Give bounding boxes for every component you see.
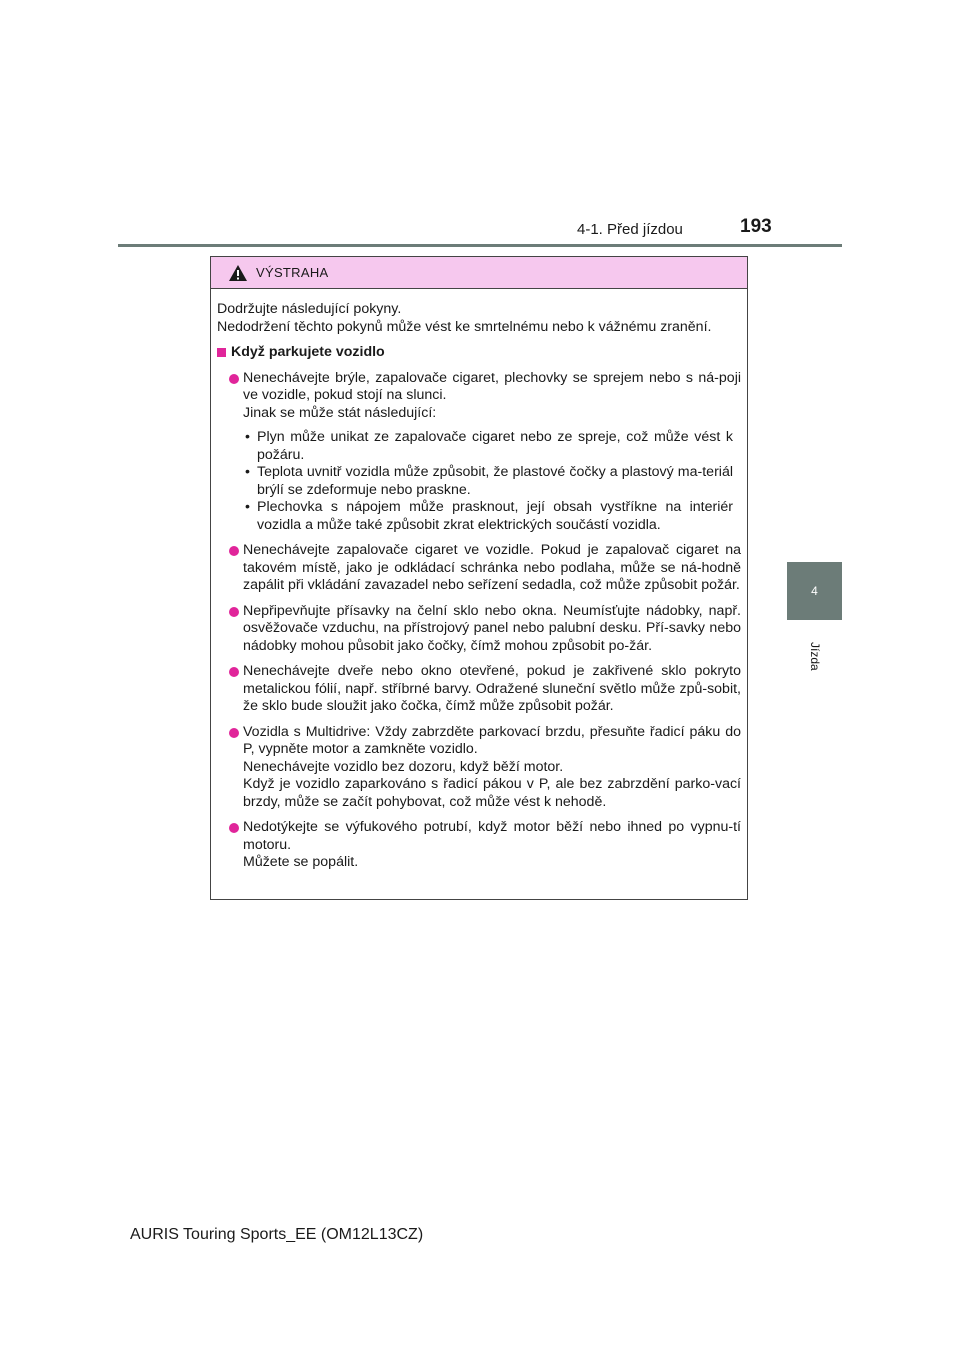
- list-item: [217, 370, 741, 535]
- warning-intro: [217, 301, 741, 336]
- dot-bullet-icon: •: [245, 499, 250, 515]
- sub-item-text: Teplota uvnitř vozidla může způsobit, že plastové čočky a plastový ma-teriál brýlí se zdeformuje nebo praskne.: [257, 464, 733, 498]
- item-text: Nenechávejte brýle, zapalovače cigaret, plechovky se sprejem nebo s ná-poji ve vozidle, pokud stojí na slunci.: [243, 369, 741, 403]
- header-divider: [118, 244, 842, 247]
- sub-item-text: Plechovka s nápojem může prasknout, její obsah vystříkne na interiér vozidla a může také způsobit zkrat elektrických součástí vozidla.: [257, 499, 733, 533]
- circle-bullet-icon: [229, 728, 239, 738]
- intro-line: Nedodržení těchto pokynů může vést ke smrtelnému nebo k vážnému zranění.: [217, 318, 712, 335]
- sub-list: [243, 429, 741, 534]
- sub-item: [243, 429, 741, 464]
- page-number: 193: [740, 216, 772, 237]
- dot-bullet-icon: •: [245, 464, 250, 480]
- header-section-title: 4-1. Před jízdou: [577, 221, 683, 238]
- item-text: Vozidla s Multidrive: Vždy zabrzděte parkovací brzdu, přesuňte řadicí páku do P, vypněte motor a zamkněte vozidlo.: [243, 723, 741, 757]
- square-bullet-icon: [217, 348, 226, 357]
- footer-model-code: AURIS Touring Sports_EE (OM12L13CZ): [130, 1226, 424, 1243]
- circle-bullet-icon: [229, 667, 239, 677]
- warning-title: VÝSTRAHA: [256, 265, 329, 280]
- warning-box: [210, 256, 748, 900]
- circle-bullet-icon: [229, 823, 239, 833]
- sub-item: [243, 464, 741, 499]
- list-item: [217, 819, 741, 872]
- warning-body: [211, 289, 747, 872]
- circle-bullet-icon: [229, 374, 239, 384]
- chapter-number: 4: [811, 584, 818, 598]
- item-text: Nedotýkejte se výfukového potrubí, když motor běží nebo ihned po vypnu-tí motoru.: [243, 819, 741, 853]
- section-heading: [217, 344, 741, 362]
- item-text: Nepřipevňujte přísavky na čelní sklo nebo okna. Neumísťujte nádobky, např. osvěžovače vzduchu, na přístrojový panel nebo palubní desku. Pří-savky nebo nádobky mohou působit jako čočky, čímž mohou způsobit po-žár.: [243, 602, 741, 654]
- chapter-tab: [787, 562, 842, 620]
- list-item: [217, 663, 741, 716]
- circle-bullet-icon: [229, 546, 239, 556]
- item-text: Nenechávejte zapalovače cigaret ve vozidle. Pokud je zapalovač cigaret na takovém místě, jako je odkládací schránka nebo podlaha, může se ná-hodně zapálit při vkládání zavazadel nebo seřízení sedadla, což může způsobit požár.: [243, 542, 741, 593]
- intro-line: Dodržujte následující pokyny.: [217, 301, 402, 317]
- item-extra: Můžete se popálit.: [243, 854, 359, 870]
- list-item: [217, 724, 741, 812]
- circle-bullet-icon: [229, 607, 239, 617]
- item-text: Nenechávejte dveře nebo okno otevřené, pokud je zakřivené sklo pokryto metalickou fólií, např. stříbrné barvy. Odražené sluneční světlo může způ-sobit, že sklo bude sloužit jako čočka, čímž může způsobit požár.: [243, 663, 741, 714]
- sub-item-text: Plyn může unikat ze zapalovače cigaret nebo ze spreje, což může vést k požáru.: [257, 429, 733, 463]
- warning-triangle-icon: [228, 264, 248, 282]
- list-item: [217, 542, 741, 595]
- sub-item: [243, 499, 741, 534]
- dot-bullet-icon: •: [245, 429, 250, 445]
- item-extra: Jinak se může stát následující:: [243, 404, 437, 421]
- item-extra: Když je vozidlo zaparkováno s řadicí pákou v P, ale bez zabrzdění parko-vací brzdy, může se začít pohybovat, což může vést k nehodě.: [243, 776, 741, 810]
- list-item: [217, 603, 741, 656]
- warning-header: [211, 257, 747, 289]
- item-extra: Nenechávejte vozidlo bez dozoru, když běží motor.: [243, 758, 564, 775]
- section-heading-text: Když parkujete vozidlo: [231, 344, 385, 360]
- chapter-label: Jízda: [808, 641, 822, 671]
